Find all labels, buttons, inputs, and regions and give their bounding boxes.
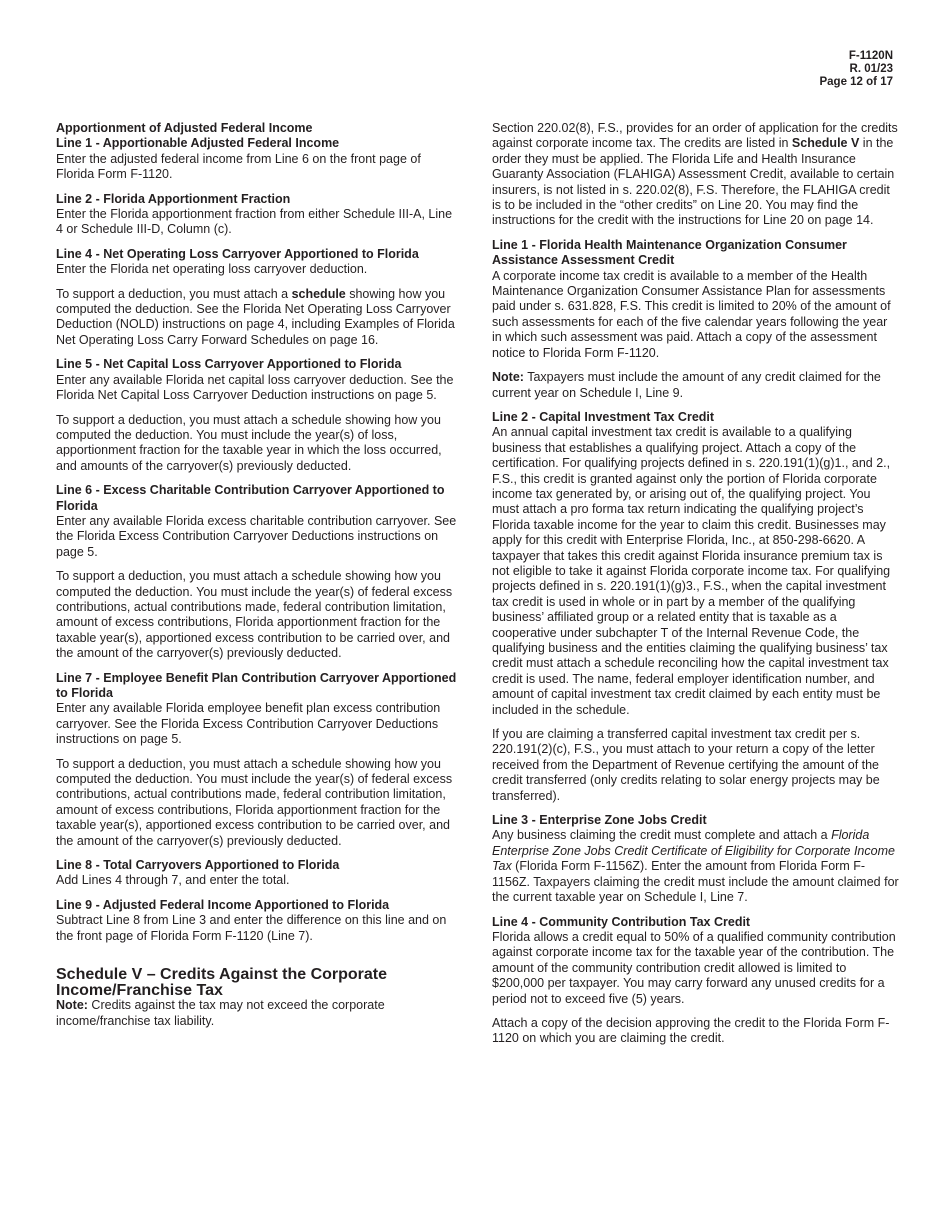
credit-line1-block <box>492 238 900 361</box>
line9-block <box>56 898 462 944</box>
left-column <box>56 121 462 1038</box>
credit-line4-block <box>492 915 900 1007</box>
credit-line3-text-b: (Florida Form F-1156Z). Enter the amount from Florida Form F-1156Z. Taxpayers claiming the credit must include the amount claimed for the current taxable year on Schedule I, Line 7. <box>492 859 899 905</box>
schedule-v-note-label: Note: <box>56 998 88 1013</box>
intro-paragraph <box>492 121 900 229</box>
form-number: F-1120N <box>848 50 893 62</box>
line4-support-b: showing how you computed the deduction. See the Florida Net Operating Loss Carryover Deduction (NOLD) instructions on page 4, including Examples of Florida Net Operating Loss Carry Forward Schedules on page 16. <box>56 286 455 347</box>
credit-line2-block <box>492 410 900 718</box>
credit-line1-heading: Line 1 - Florida Health Maintenance Organization Consumer Assistance Assessment Credit <box>492 237 847 268</box>
credit-line1-note <box>492 370 900 401</box>
line7-block <box>56 671 462 748</box>
schedule-v-note <box>56 998 462 1029</box>
credit-note-text: Taxpayers must include the amount of any credit claimed for the current year on Schedule I, Line 9. <box>492 370 881 400</box>
credit-line4-text: Florida allows a credit equal to 50% of a qualified community contribution against corporate income tax for the taxable year of the contribution. The amount of the community contribution credit allowed is limited to $200,000 per taxpayer. You may carry forward any unused credits for a period not to exceed five (5) years. <box>492 929 896 1006</box>
line1-text: Enter the adjusted federal income from Line 6 on the front page of Florida Form F-1120. <box>56 151 421 182</box>
line4-text: Enter the Florida net operating loss carryover deduction. <box>56 262 368 277</box>
line6-support: To support a deduction, you must attach a schedule showing how you computed the deduction. You must include the year(s) of federal excess contributions, actual contributions made, federal contribution limitation, amount of excess contributions, Florida apportionment fraction for the taxable year(s), apportioned excess contribution to be carried over, and the amount of the carryover(s) previously deducted. <box>56 569 453 661</box>
line2-text: Enter the Florida apportionment fraction from either Schedule III-A, Line 4 or Schedule III-D, Column (c). <box>56 207 453 237</box>
form-header <box>819 50 893 89</box>
line9-text: Subtract Line 8 from Line 3 and enter the difference on this line and on the front page of Florida Form F-1120 (Line 7). <box>56 913 447 943</box>
line2-heading: Line 2 - Florida Apportionment Fraction <box>56 191 291 206</box>
right-column <box>492 121 900 1056</box>
intro-bold: Schedule V <box>791 136 860 151</box>
section-title: Apportionment of Adjusted Federal Income <box>56 121 313 135</box>
line5-block <box>56 357 462 403</box>
credit-line3-block <box>492 813 900 905</box>
credit-line4-heading: Line 4 - Community Contribution Tax Credit <box>492 914 751 929</box>
credit-line2-text: An annual capital investment tax credit is available to a qualifying business that establishes a qualifying project. Attach a copy of the certification. For qualifying projects defined in s. 220.191(1)(g)1., and 2., F.S., this credit is granted against only the portion of Florida corporate income tax generated by, or arising out of, the qualifying project. You must attach a pro forma tax return indicating the qualifying project’s Florida taxable income for the year to claim this credit. Businesses may apply for this credit with Enterprise Florida, Inc., at 850-298-6620. A taxpayer that takes this credit against Florida insurance premium tax is not eligible to take it against Florida corporate income tax. For qualifying projects defined in s. 220.191(1)(g)3., F.S., when the capital investment tax credit is used in whole or in part by a member of the qualifying business’ affiliated group or a related entity that is taxable as a cooperative under subchapter T of the Internal Revenue Code, the qualifying business and the entities claiming the qualifying business’ tax credit must attach a schedule reconciling how the capital investment tax credit is used. The name, federal employer identification number, and amount of capital investment tax credit claimed by each entity must be included in the schedule. <box>492 425 891 717</box>
line4-support <box>56 287 462 349</box>
line8-text: Add Lines 4 through 7, and enter the total. <box>56 873 290 888</box>
page-number: Page 12 of 17 <box>819 76 893 88</box>
line9-heading: Line 9 - Adjusted Federal Income Apportioned to Florida <box>56 897 390 912</box>
line4-support-a: To support a deduction, you must attach a <box>56 286 292 301</box>
line5-support: To support a deduction, you must attach a schedule showing how you computed the deduction. You must include the year(s) of loss, apportionment fraction for the taxable year in which the loss occurred, and amounts of the carryover(s) previously deducted. <box>56 412 442 473</box>
credit-line4-attach: Attach a copy of the decision approving the credit to the Florida Form F-1120 on which you are claiming the credit. <box>492 1015 890 1046</box>
credit-line1-text: A corporate income tax credit is available to a member of the Health Maintenance Organization Consumer Assistance Plan for assessments paid under s. 631.828, F.S. This credit is limited to 20% of the amount of such assessments for each of the five calendar years following the year in which such assessment was paid. Attach a copy of the assessment notice to Florida Form F-1120. <box>492 268 891 360</box>
apportionment-section <box>56 121 462 183</box>
line8-heading: Line 8 - Total Carryovers Apportioned to Florida <box>56 858 340 873</box>
line7-heading: Line 7 - Employee Benefit Plan Contribution Carryover Apportioned to Florida <box>56 670 457 700</box>
credit-line3-text-a: Any business claiming the credit must complete and attach a <box>492 828 832 843</box>
line4-block <box>56 247 462 278</box>
line8-block <box>56 858 462 889</box>
line6-heading: Line 6 - Excess Charitable Contribution Carryover Apportioned to Florida <box>56 483 445 513</box>
schedule-v-title: Schedule V – Credits Against the Corporate Income/Franchise Tax <box>56 966 388 999</box>
line4-support-bold: schedule <box>291 286 346 301</box>
credit-line2-transfer: If you are claiming a transferred capital investment tax credit per s. 220.191(2)(c), F.S., you must attach to your return a copy of the letter received from the Department of Revenue certifying the amount of the credit transferred (only credits relating to solar energy projects may be transferred). <box>492 727 880 803</box>
line5-heading: Line 5 - Net Capital Loss Carryover Apportioned to Florida <box>56 357 402 372</box>
credit-line3-form-title: Florida Enterprise Zone Jobs Credit Certificate of Eligibility for Corporate Income Tax <box>492 828 895 874</box>
line6-text: Enter any available Florida excess charitable contribution carryover. See the Florida Excess Contribution Carryover Deductions instructions on page 5. <box>56 513 457 559</box>
line1-heading: Line 1 - Apportionable Adjusted Federal Income <box>56 136 340 151</box>
line5-text: Enter any available Florida net capital loss carryover deduction. See the Florida Net Capital Loss Carryover Deduction instructions on page 5. <box>56 372 454 403</box>
line4-heading: Line 4 - Net Operating Loss Carryover Apportioned to Florida <box>56 246 419 261</box>
line6-block <box>56 483 462 560</box>
intro-b: in the order they must be applied. The Florida Life and Health Insurance Guaranty Association (FLAHIGA) Assessment Credit, available to certain insurers, is not listed in s. 220.02(8), F.S. Therefore, the FLAHIGA credit is to be included in the “other credits” on Line 20. You may find the instructions for the credit with the instructions for Line 20 on page 14. <box>492 136 895 228</box>
credit-note-label: Note: <box>492 370 524 385</box>
line7-support: To support a deduction, you must attach a schedule showing how you computed the deduction. You must include the year(s) of federal excess contributions, actual contributions made, federal contribution limitation, amount of excess contributions, Florida apportionment fraction for the taxable year(s), apportioned excess contribution to be carried over, and the amount of the carryover(s) previously deducted. <box>56 756 453 848</box>
intro-a: Section 220.02(8), F.S., provides for an order of application for the credits against corporate income tax. The credits are listed in <box>492 121 898 151</box>
credit-line3-heading: Line 3 - Enterprise Zone Jobs Credit <box>492 813 707 828</box>
credit-line2-heading: Line 2 - Capital Investment Tax Credit <box>492 409 715 424</box>
schedule-v-note-text: Credits against the tax may not exceed the corporate income/franchise tax liability. <box>56 998 385 1028</box>
line2-block <box>56 192 462 238</box>
form-revision: R. 01/23 <box>849 63 893 75</box>
line7-text: Enter any available Florida employee benefit plan excess contribution carryover. See the Florida Excess Contribution Carryover Deductions instructions on page 5. <box>56 701 441 747</box>
